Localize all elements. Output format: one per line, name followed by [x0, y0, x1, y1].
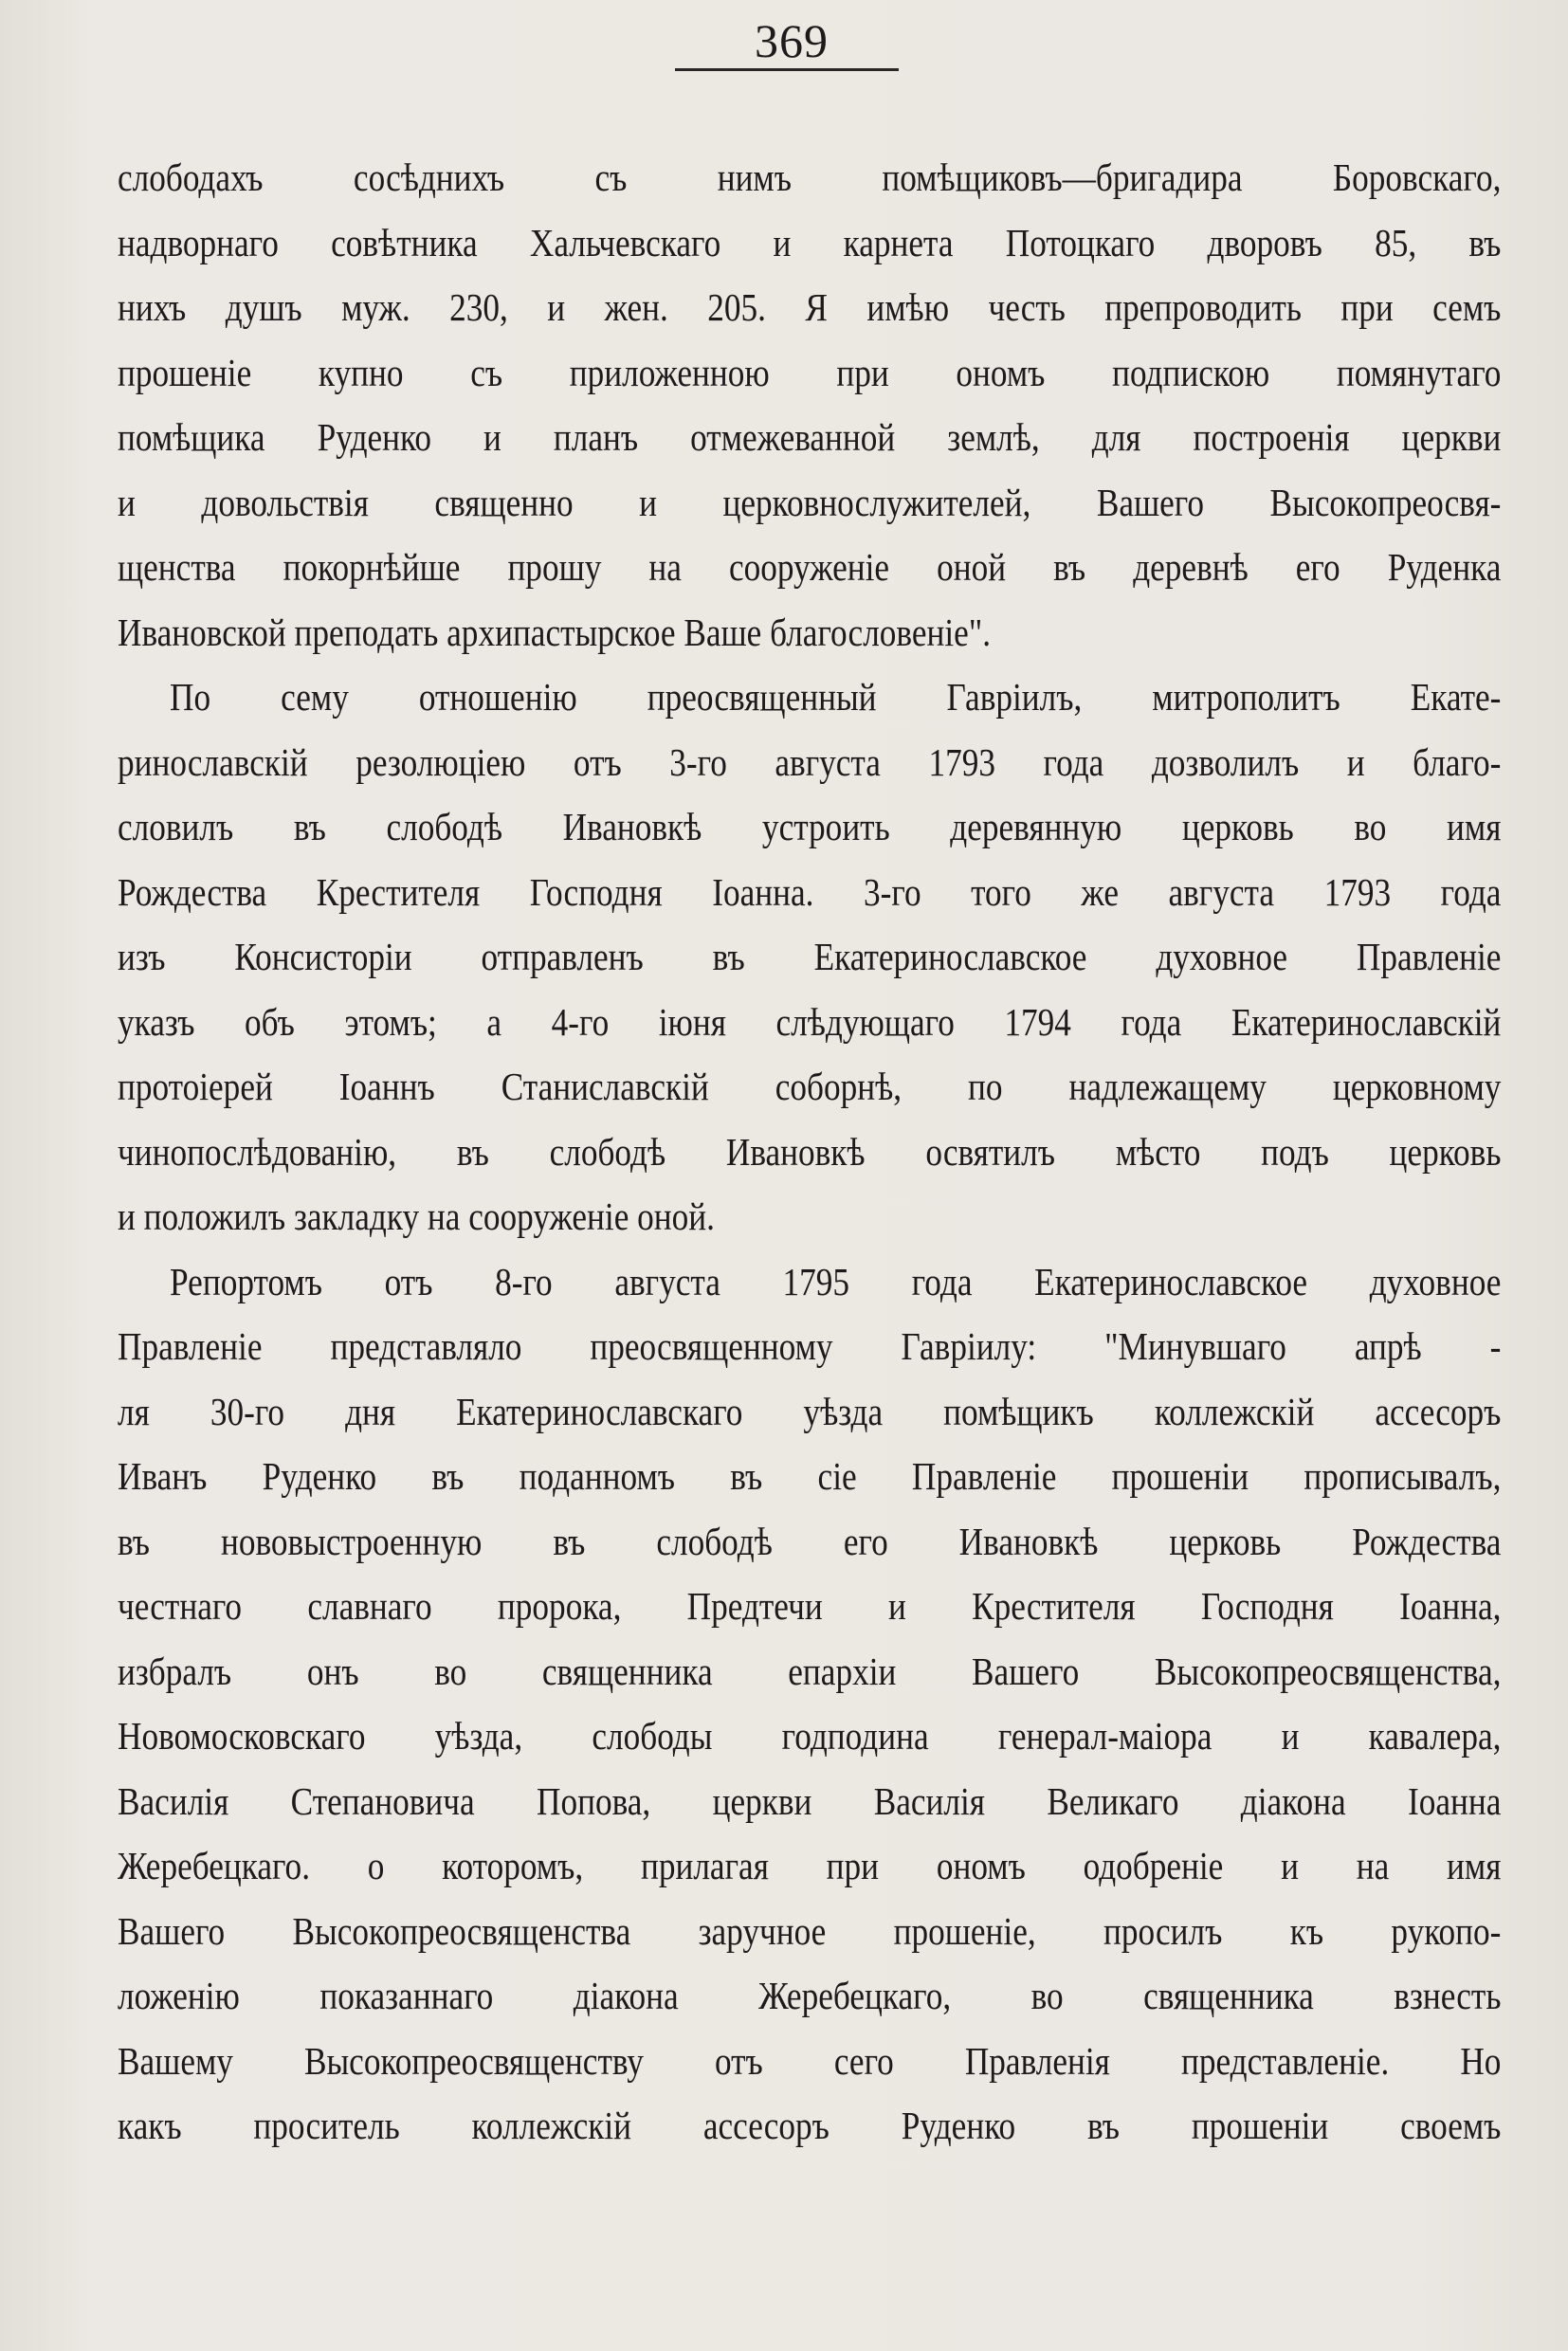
- header-rule: [675, 68, 899, 71]
- text-line: указъ объ этомъ; а 4-го іюня слѣдующаго 1794 года Екатеринославскій: [118, 999, 1502, 1044]
- text-line: протоіерей Іоаннъ Станиславскій соборнѣ, по надлежащему церковному: [118, 1065, 1502, 1108]
- text-line: ля 30-го дня Екатеринославскаго уѣзда помѣщикъ коллежскій ассесоръ: [118, 1389, 1502, 1433]
- text-line: нихъ душъ муж. 230, и жен. 205. Я имѣю честь препроводить при семъ: [118, 285, 1502, 329]
- text-line: чинопослѣдованію, въ слободѣ Ивановкѣ освятилъ мѣсто подъ церковь: [118, 1129, 1502, 1174]
- text-line: и довольствія священно и церковнослужителей, Вашего Высокопреосвя-: [118, 480, 1502, 524]
- text-line: Репортомъ отъ 8-го августа 1795 года Екатеринославское духовное: [170, 1259, 1502, 1303]
- text-line: словилъ въ слободѣ Ивановкѣ устроить деревянную церковь во имя: [118, 805, 1502, 848]
- text-line: щенства покорнѣйше прошу на сооруженіе оной въ деревнѣ его Руденка: [118, 545, 1502, 589]
- text-line: Ивановской преподать архипастырское Ваше благословеніе".: [118, 610, 992, 654]
- page-number: 369: [755, 14, 829, 67]
- text-line: слободахъ сосѣднихъ съ нимъ помѣщиковъ—бригадира Боровскаго,: [118, 155, 1502, 199]
- text-line: и положилъ закладку на сооруженіе оной.: [118, 1194, 715, 1238]
- text-line: Вашему Высокопреосвященству отъ сего Правленія представленіе. Но: [118, 2038, 1502, 2083]
- text-line: По сему отношенію преосвященный Гавріилъ, митрополитъ Екате-: [170, 675, 1502, 719]
- text-line: Новомосковскаго уѣзда, слободы годподина генерал-маіора и кавалера,: [118, 1714, 1502, 1758]
- text-line: ложенію показаннаго діакона Жеребецкаго, во священника взнесть: [118, 1974, 1502, 2017]
- text-line: въ нововыстроенную въ слободѣ его Ивановкѣ церковь Рождества: [118, 1519, 1502, 1563]
- text-line: помѣщика Руденко и планъ отмежеванной землѣ, для построенія церкви: [118, 415, 1502, 459]
- text-line: надворнаго совѣтника Хальчевскаго и карнета Потоцкаго дворовъ 85, въ: [118, 220, 1502, 264]
- body-text: [118, 145, 1502, 2159]
- text-line: Иванъ Руденко въ поданномъ въ сіе Правленіе прошеніи прописывалъ,: [118, 1454, 1502, 1498]
- text-line: Рождества Крестителя Господня Іоанна. 3-го того же августа 1793 года: [118, 869, 1502, 914]
- text-line: ринославскій резолюціею отъ 3-го августа 1793 года дозволилъ и благо-: [118, 739, 1502, 784]
- text-line: честнаго славнаго пророка, Предтечи и Крестителя Господня Іоанна,: [118, 1584, 1502, 1628]
- text-line: Василія Степановича Попова, церкви Василія Великаго діакона Іоанна: [118, 1778, 1502, 1823]
- text-line: изъ Консисторіи отправленъ въ Екатеринославское духовное Правленіе: [118, 935, 1502, 978]
- text-line: Правленіе представляло преосвященному Гавріилу: "Минувшаго апрѣ -: [118, 1324, 1502, 1368]
- text-line: какъ проситель коллежскій ассесоръ Руденко въ прошеніи своемъ: [118, 2104, 1502, 2147]
- text-line: избралъ онъ во священника епархіи Вашего Высокопреосвященства,: [118, 1649, 1502, 1693]
- text-line: Жеребецкаго. о которомъ, прилагая при ономъ одобреніе и на имя: [118, 1844, 1502, 1887]
- text-line: Вашего Высокопреосвященства заручное прошеніе, просилъ къ рукопо-: [118, 1908, 1502, 1953]
- text-line: прошеніе купно съ приложенною при ономъ подпискою помянутаго: [118, 350, 1502, 394]
